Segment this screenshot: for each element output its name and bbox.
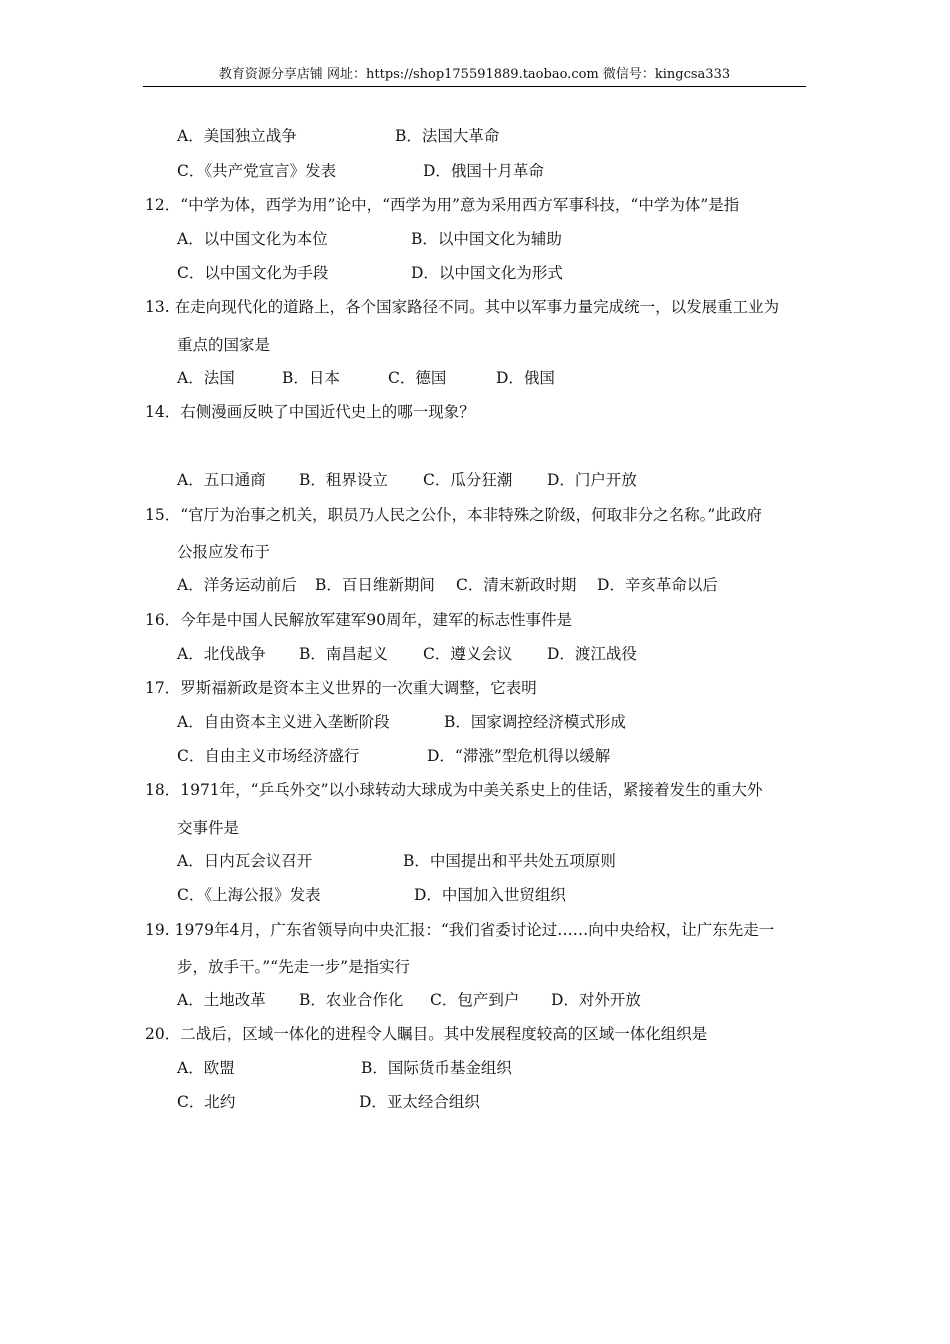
q13-option-d: D．俄国	[496, 369, 555, 387]
q12-option-b: B．以中国文化为辅助	[411, 230, 562, 248]
q14-option-b: B．租界设立	[299, 471, 388, 489]
q12-options-row2	[177, 263, 563, 283]
q18-option-c: C．《上海公报》发表	[177, 886, 321, 904]
q14-option-d: D．门户开放	[547, 471, 637, 489]
q19-option-a: A．土地改革	[177, 991, 266, 1009]
q18-options-row1	[177, 851, 616, 871]
q13-option-b: B．日本	[282, 369, 340, 387]
q12-stem: 12．“中学为体，西学为用”论中，“西学为用”意为采用西方军事科技，“中学为体”是指	[145, 196, 740, 214]
q13-option-a: A．法国	[177, 369, 235, 387]
q17-option-a: A．自由资本主义进入垄断阶段	[177, 713, 390, 731]
q20-options-row2	[177, 1092, 480, 1112]
q18-stem-line2: 交事件是	[177, 819, 240, 837]
q11-options-row1	[177, 126, 499, 146]
q18-option-d: D．中国加入世贸组织	[414, 886, 566, 904]
q19-option-d: D．对外开放	[551, 991, 641, 1009]
q11-options-row2	[177, 161, 544, 181]
q20-option-c: C．北约	[177, 1093, 236, 1111]
q15-stem-line2: 公报应发布于	[177, 543, 271, 561]
q17-options-row2	[177, 746, 610, 766]
q11-option-a: A．美国独立战争	[177, 127, 297, 145]
q20-option-a: A．欧盟	[177, 1059, 235, 1077]
q18-stem-line1: 18．1971年，“乒乓外交”以小球转动大球成为中美关系史上的佳话，紧接着发生的重大外	[145, 781, 763, 799]
q19-stem-line1: 19. 1979年4月，广东省领导向中央汇报：“我们省委讨论过……向中央给权，让广东先走一	[145, 921, 775, 939]
q18-option-a: A．日内瓦会议召开	[177, 852, 313, 870]
q16-options	[177, 644, 637, 664]
q13-options	[177, 368, 555, 388]
page-header: 教育资源分享店铺 网址：https://shop175591889.taobao.com 微信号：kingcsa333	[143, 66, 806, 87]
q16-stem: 16．今年是中国人民解放军建军90周年，建军的标志性事件是	[145, 611, 572, 629]
q15-option-d: D．辛亥革命以后	[597, 576, 718, 594]
q12-option-d: D．以中国文化为形式	[411, 264, 563, 282]
q15-option-c: C．清末新政时期	[456, 576, 577, 594]
q20-options-row1	[177, 1058, 512, 1078]
q19-option-c: C．包产到户	[430, 991, 520, 1009]
q17-option-d: D．“滞涨”型危机得以缓解	[427, 747, 611, 765]
q13-stem-line1: 13. 在走向现代化的道路上，各个国家路径不同。其中以军事力量完成统一，以发展重工业为	[145, 298, 780, 316]
q16-option-d: D．渡江战役	[547, 645, 637, 663]
q13-option-c: C．德国	[388, 369, 447, 387]
q18-options-row2	[177, 885, 566, 905]
q15-options	[177, 575, 718, 595]
q12-option-c: C．以中国文化为手段	[177, 264, 329, 282]
q13-stem-line2: 重点的国家是	[177, 336, 271, 354]
q12-option-a: A．以中国文化为本位	[177, 230, 328, 248]
q16-option-b: B．南昌起义	[299, 645, 388, 663]
q17-options-row1	[177, 712, 626, 732]
q19-stem-line2: 步，放手干。”“先走一步”是指实行	[177, 958, 411, 976]
q19-options	[177, 990, 641, 1010]
q19-option-b: B．农业合作化	[299, 991, 404, 1009]
q16-option-a: A．北伐战争	[177, 645, 266, 663]
q18-option-b: B．中国提出和平共处五项原则	[403, 852, 616, 870]
q17-stem: 17．罗斯福新政是资本主义世界的一次重大调整，它表明	[145, 679, 537, 697]
q20-stem: 20．二战后，区域一体化的进程令人瞩目。其中发展程度较高的区域一体化组织是	[145, 1025, 708, 1043]
q14-option-c: C．瓜分狂潮	[423, 471, 513, 489]
q11-option-b: B．法国大革命	[395, 127, 500, 145]
q14-options	[177, 470, 637, 490]
q15-option-b: B．百日维新期间	[315, 576, 435, 594]
q15-option-a: A．洋务运动前后	[177, 576, 297, 594]
q14-stem: 14．右侧漫画反映了中国近代史上的哪一现象？	[145, 403, 475, 421]
q16-option-c: C．遵义会议	[423, 645, 513, 663]
q17-option-b: B．国家调控经济模式形成	[444, 713, 626, 731]
q11-option-c: C．《共产党宣言》发表	[177, 162, 337, 180]
q17-option-c: C．自由主义市场经济盛行	[177, 747, 360, 765]
q14-option-a: A．五口通商	[177, 471, 266, 489]
q20-option-d: D．亚太经合组织	[359, 1093, 480, 1111]
q15-stem-line1: 15．“官厅为治事之机关，职员乃人民之公仆，本非特殊之阶级，何取非分之名称。”此政府	[145, 506, 762, 524]
q20-option-b: B．国际货币基金组织	[361, 1059, 512, 1077]
q11-option-d: D．俄国十月革命	[423, 162, 544, 180]
q12-options-row1	[177, 229, 562, 249]
